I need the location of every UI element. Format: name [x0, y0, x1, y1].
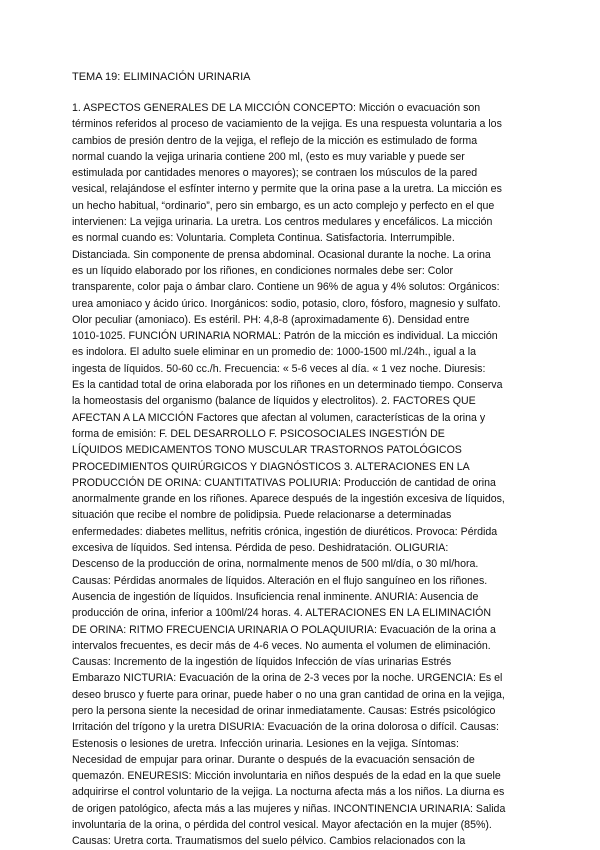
body-text-line: urea amoniaco y ácido úrico. Inorgánicos: sodio, potasio, cloro, fósforo, magnesio y sulfato. — [72, 297, 501, 310]
body-text-line: Irritación del trígono y la uretra DISURIA: Evacuación de la orina dolorosa o difícil. Causas: — [72, 721, 499, 734]
body-text-line: Descenso de la producción de orina, normalmente menos de 500 ml/día, o 30 ml/hora. — [72, 558, 479, 571]
body-text-line: AFECTAN A LA MICCIÓN Factores que afectan al volumen, características de la orina y — [72, 411, 486, 424]
body-text-line: normal cuando la vejiga urinaria contiene 200 ml, (esto es muy variable y puede ser — [72, 150, 465, 163]
body-text-line: Distanciada. Sin componente de prensa abdominal. Ocasional durante la noche. La orina — [72, 248, 491, 261]
body-text-line: Necesidad de empujar para orinar. Durante o después de la evacuación sensación de — [72, 753, 475, 766]
body-text-line: la homeostasis del organismo (balance de líquidos y electrolitos). 2. FACTORES QUE — [72, 395, 476, 408]
body-text-line: excesiva de líquidos. Sed intensa. Pérdida de peso. Deshidratación. OLIGURIA: — [72, 542, 449, 555]
body-text-line: producción de orina, inferior a 100ml/24 horas. 4. ALTERACIONES EN LA ELIMINACIÓN — [72, 607, 492, 620]
body-text-line: deseo brusco y fuerte para orinar, puede haber o no una gran cantidad de orina en la vejiga, — [72, 688, 505, 701]
body-text-line: Ausencia de ingestión de líquidos. Insuficiencia renal inminente. ANURIA: Ausencia de — [72, 590, 479, 603]
body-text-line: Causas: Incremento de la ingestión de líquidos Infección de vías urinarias Estrés — [72, 656, 452, 669]
body-text-line: ingesta de líquidos. 50-60 cc./h. Frecuencia: « 5-6 veces al día. « 1 vez noche. Diuresis: — [72, 362, 486, 375]
body-text-line: enfermedades: diabetes mellitus, nefritis crónica, ingestión de diuréticos. Provoca: Pérdida — [72, 525, 498, 538]
body-text-line: intervienen: La vejiga urinaria. La uretra. Los centros medulares y encefálicos. La micción — [72, 216, 493, 229]
body-text-line: Causas: Pérdidas anormales de líquidos. Alteración en el flujo sanguíneo en los riñones. — [72, 574, 488, 587]
body-text-line: Es la cantidad total de orina elaborada por los riñones en un determinado tiempo. Conserva — [72, 379, 503, 392]
body-text-line: forma de emisión: F. DEL DESARROLLO F. PSICOSOCIALES INGESTIÓN DE — [72, 427, 445, 440]
body-text-line: DE ORINA: RITMO FRECUENCIA URINARIA O POLAQUIURIA: Evacuación de la orina a — [72, 623, 496, 636]
body-text-line: 1010-1025. FUNCIÓN URINARIA NORMAL: Patrón de la micción es individual. La micción — [72, 330, 498, 343]
body-text-line: cambios de presión dentro de la vejiga, el reflejo de la micción es estimulado de forma — [72, 134, 478, 147]
body-text-line: adquirirse el control voluntario de la vejiga. La nocturna afecta más a los niños. La diurna es — [72, 786, 505, 799]
body-text-line: anormalmente grande en los riñones. Aparece después de la ingestión excesiva de líquidos, — [72, 493, 505, 506]
body-text-line: intervalos frecuentes, es decir más de 4-6 veces. No aumenta el volumen de eliminación. — [72, 639, 491, 652]
body-text-line: PRODUCCIÓN DE ORINA: CUANTITATIVAS POLIURIA: Producción de cantidad de orina — [72, 476, 496, 489]
body-text-line: Olor peculiar (amoniaco). Es estéril. PH: 4,8-8 (aproximadamente 6). Densidad entre — [72, 313, 470, 326]
body-text-line: situación que recibe el nombre de polidipsia. Puede relacionarse a determinadas — [72, 509, 452, 522]
body-text-line: Causas: Uretra corta. Traumatismos del suelo pélvico. Cambios relacionados con la — [72, 835, 466, 848]
body-text-line: estimulada por cantidades menores o mayores); se contraen los músculos de la pared — [72, 167, 478, 180]
body-text-line: Embarazo NICTURIA: Evacuación de la orina de 2-3 veces por la noche. URGENCIA: Es el — [72, 672, 503, 685]
body-text-line: PROCEDIMIENTOS QUIRÚRGICOS Y DIAGNÓSTICOS 3. ALTERACIONES EN LA — [72, 460, 470, 473]
body-text-line: 1. ASPECTOS GENERALES DE LA MICCIÓN CONCEPTO: Micción o evacuación son — [72, 102, 481, 114]
body-text-line: de origen patológico, afecta más a las mujeres y niñas. INCONTINENCIA URINARIA: Salida — [72, 802, 506, 815]
body-text-line: pero la persona siente la necesidad de orinar inmediatamente. Causas: Estrés psicológico — [72, 704, 496, 717]
body-text-line: un hecho habitual, “ordinario”, pero sin embargo, es un acto complejo y perfecto en el que — [72, 199, 495, 212]
document-body — [72, 100, 528, 850]
body-text-line: términos referidos al proceso de vaciamiento de la vejiga. Es una respuesta voluntaria a los — [72, 118, 502, 131]
body-text-line: vesical, relajándose el esfínter interno y permite que la orina pase a la uretra. La micción es — [72, 183, 502, 196]
body-text-line: es un líquido elaborado por los riñones, en condiciones normales debe ser: Color — [72, 264, 454, 277]
body-text-line: transparente, color paja o ámbar claro. Contiene un 96% de agua y 4% solutos: Orgánicos: — [72, 281, 500, 294]
body-text-line: es normal cuando es: Voluntaria. Completa Continua. Satisfactoria. Interrumpible. — [72, 232, 455, 245]
body-text-line: quemazón. ENEURESIS: Micción involuntaria en niños después de la edad en la que suele — [72, 770, 501, 783]
document-title: TEMA 19: ELIMINACIÓN URINARIA — [72, 71, 251, 83]
body-text-line: es indolora. El adulto suele eliminar en un promedio de: 1000-1500 ml./24h., igual a la — [72, 346, 476, 359]
body-text-line: LÍQUIDOS MEDICAMENTOS TONO MUSCULAR TRASTORNOS PATOLÓGICOS — [72, 444, 462, 457]
body-text-line: Estenosis o lesiones de uretra. Infección urinaria. Lesiones en la vejiga. Síntomas: — [72, 737, 459, 750]
body-text-line: involuntaria de la orina, o pérdida del control vesical. Mayor afectación en la mujer (85%). — [72, 819, 492, 832]
